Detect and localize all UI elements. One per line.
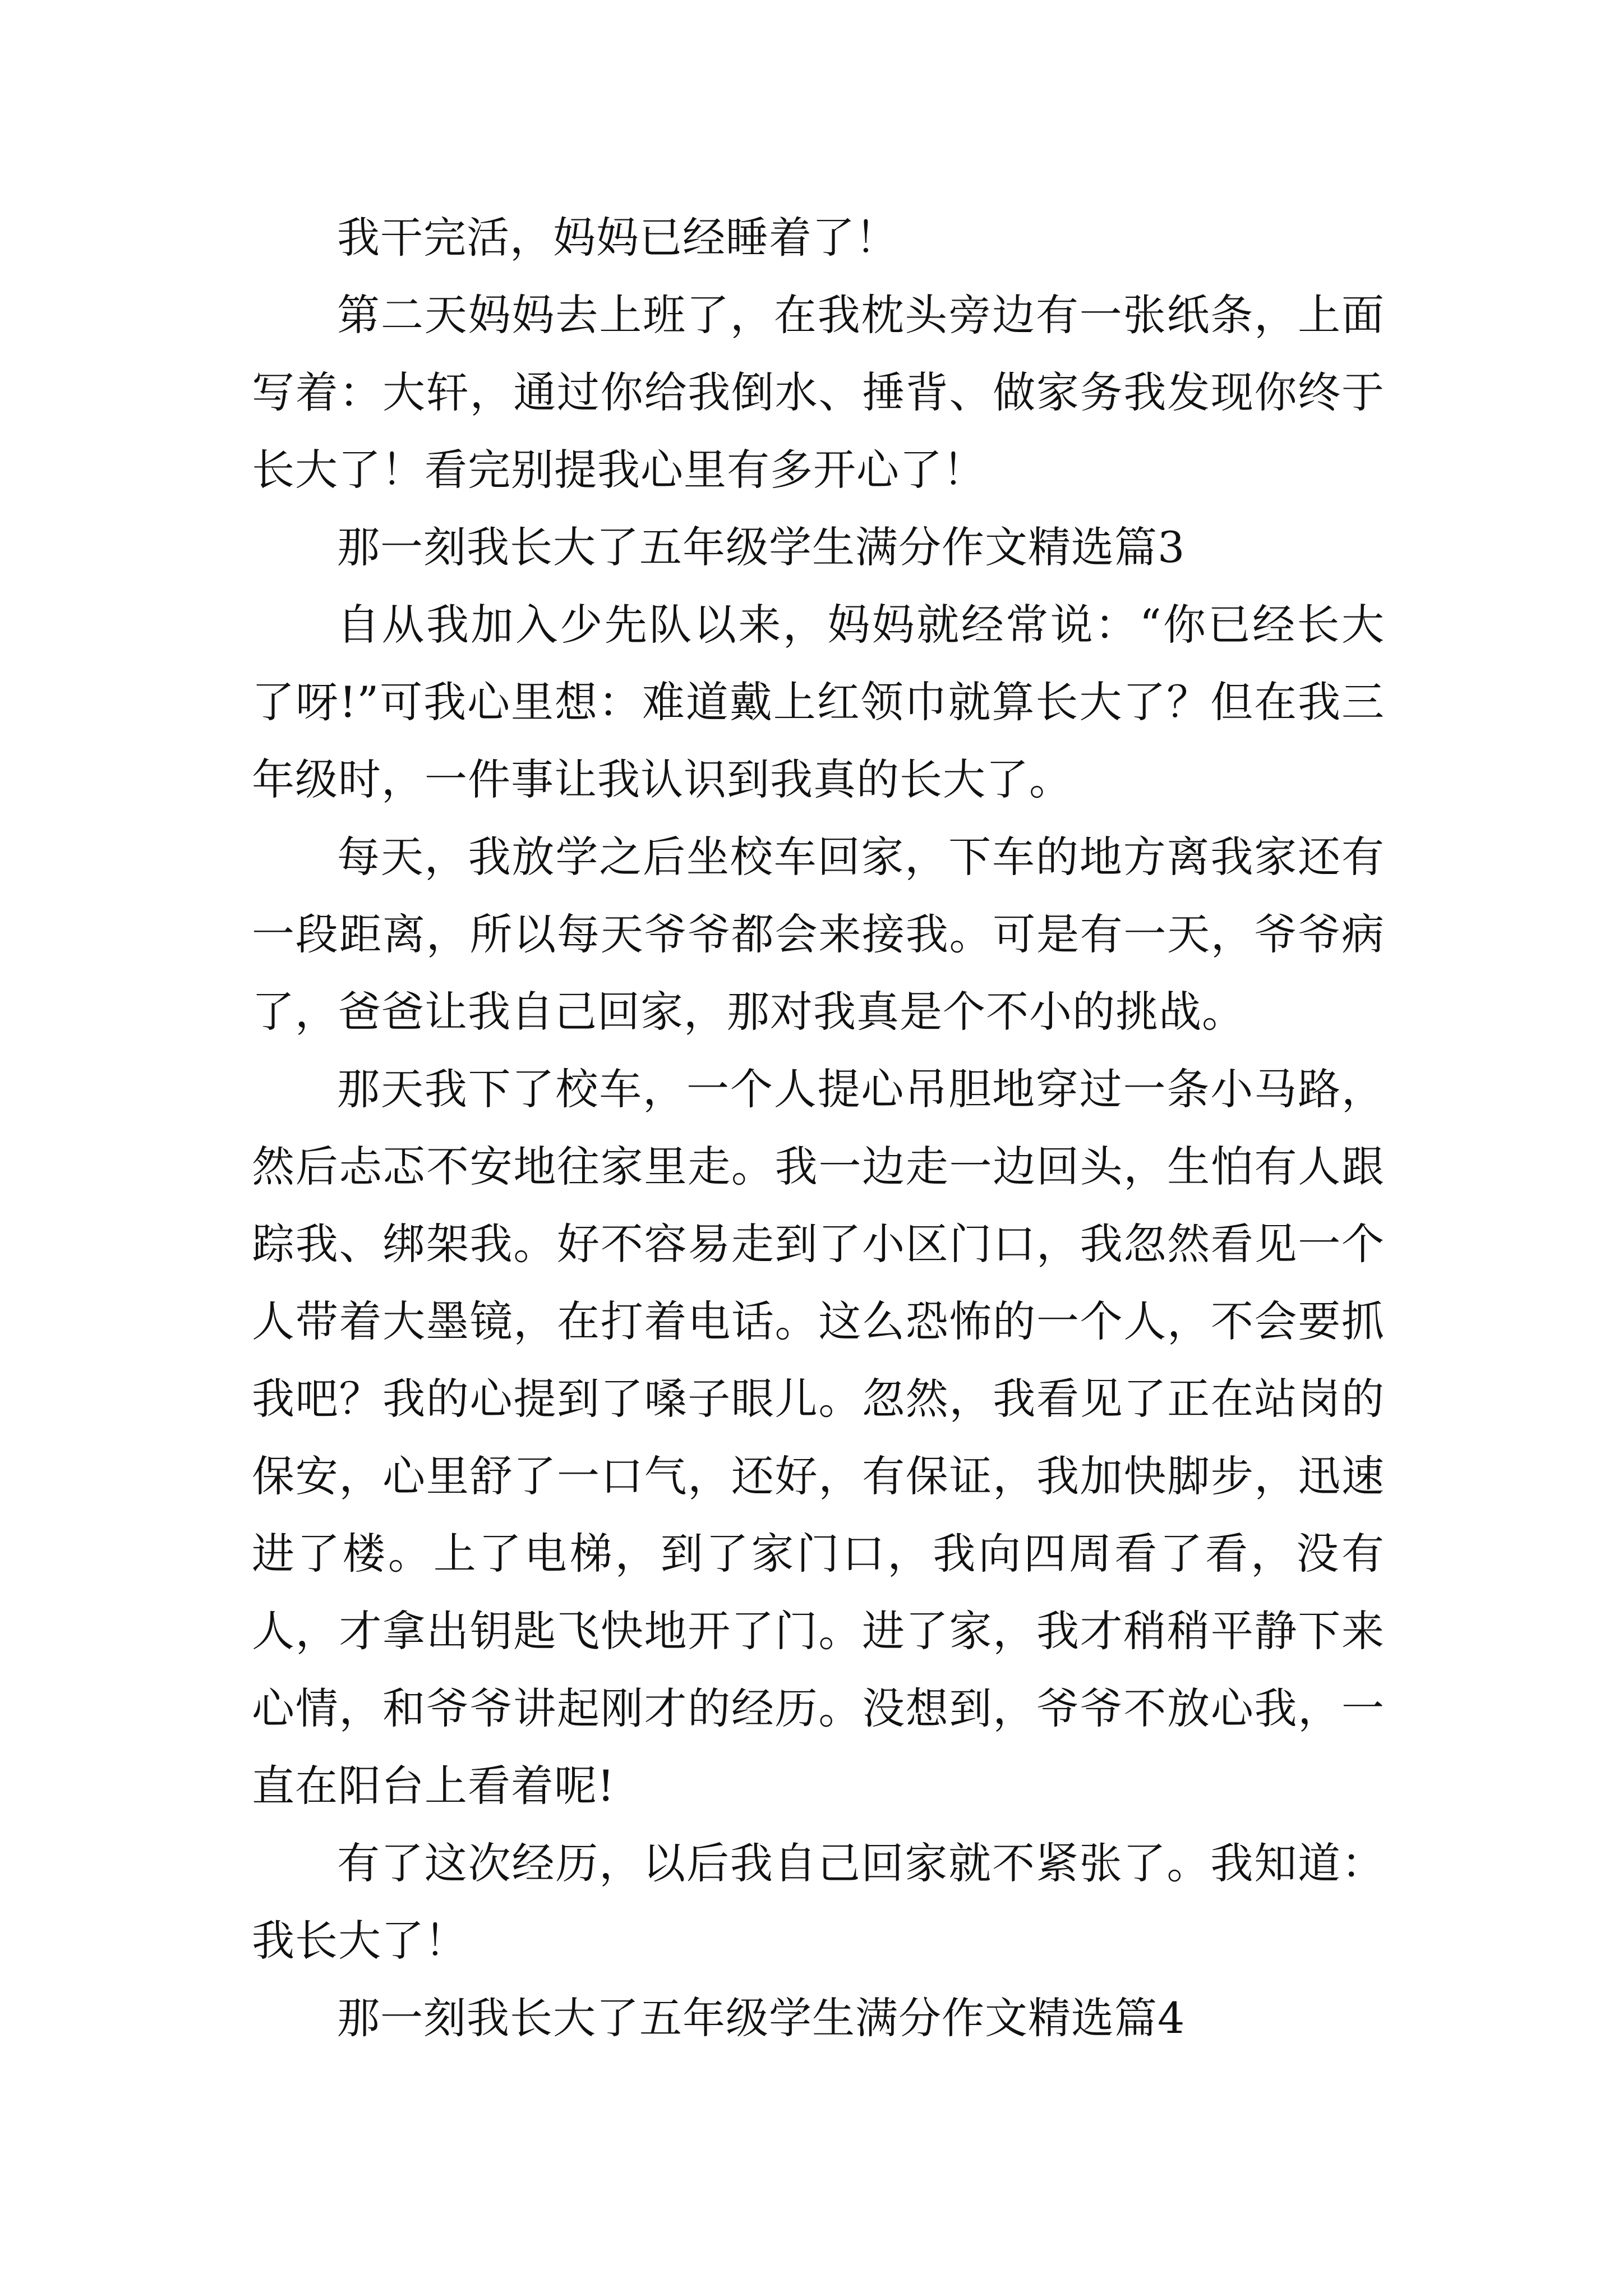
section-heading: 那一刻我长大了五年级学生满分作文精选篇4 <box>337 1993 1186 2043</box>
paragraph: 那天我下了校车，一个人提心吊胆地穿过一条小马路，然后忐忑不安地往家里走。我一边走一边回头，生怕有人跟踪我、绑架我。好不容易走到了小区门口，我忽然看见一个人带着大墨镜，在打着电话。这么恐怖的一个人，不会要抓我吧？我的心提到了嗓子眼儿。忽然，我看见了正在站岗的保安，心里舒了一口气，还好，有保证，我加快脚步，迅速进了楼。上了电梯，到了家门口，我向四周看了看，没有人，才拿出钥匙飞快地开了门。进了家，我才稍稍平静下来心情，和爷爷讲起刚才的经历。没想到，爷爷不放心我，一直在阳台上看着呢! <box>252 1064 1385 1811</box>
document-body <box>252 199 1385 2057</box>
paragraph: 有了这次经历，以后我自己回家就不紧张了。我知道：我长大了！ <box>252 1838 1385 1966</box>
paragraph: 第二天妈妈去上班了，在我枕头旁边有一张纸条，上面写着：大轩，通过你给我倒水、捶背、做家务我发现你终于长大了！看完别提我心里有多开心了！ <box>252 290 1385 495</box>
section-heading: 那一刻我长大了五年级学生满分作文精选篇3 <box>337 522 1186 572</box>
paragraph: 我干完活，妈妈已经睡着了！ <box>337 213 898 263</box>
paragraph: 每天，我放学之后坐校车回家，下车的地方离我家还有一段距离，所以每天爷爷都会来接我。可是有一天，爷爷病了，爸爸让我自己回家，那对我真是个不小的挑战。 <box>252 832 1385 1037</box>
paragraph: 自从我加入少先队以来，妈妈就经常说：“你已经长大了呀!”可我心里想：难道戴上红领巾就算长大了？但在我三年级时，一件事让我认识到我真的长大了。 <box>252 600 1385 804</box>
